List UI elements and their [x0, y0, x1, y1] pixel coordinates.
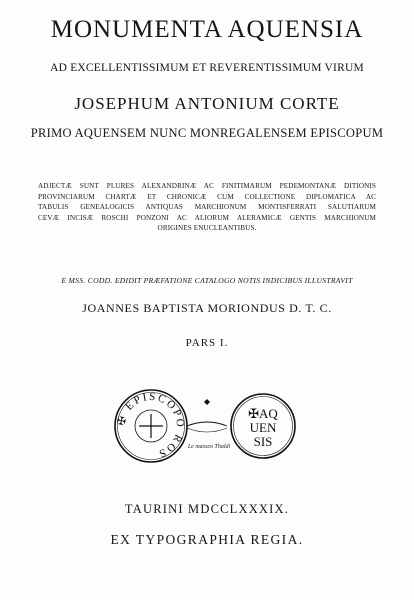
imprint-press: EX TYPOGRAPHIA REGIA.	[110, 532, 304, 547]
dedicatee-office: PRIMO AQUENSEM NUNC MONREGALENSEM EPISCOPUM	[30, 126, 384, 140]
seals-vignette	[113, 384, 301, 468]
editor-name: JOANNES BAPTISTA MORIONDUS D. T. C.	[82, 301, 332, 315]
contents-line: ORIGINES ENUCLEANTIBUS.	[157, 224, 257, 232]
left-seal-inscription: ✠ EPISCOPO ROS	[115, 390, 187, 461]
contents-line: PROVINCIARUM CHARTÆ ET CHRONICÆ CUM COLLECTIONE DIPLOMATICA AC	[38, 192, 376, 201]
contents-line: TABULIS GENEALOGICIS ANTIQUAS MARCHIONUM MONTISFERRATI SALUTIARUM	[38, 203, 376, 211]
contents-line: ADJECTÆ SUNT PLURES ALEXANDRINÆ AC FINITIMARUM PEDEMONTANÆ DITIONIS	[38, 182, 376, 190]
right-seal-line: ✠AQ	[248, 406, 278, 421]
episcopal-seal-left	[115, 390, 187, 462]
editorial-note: E MSS. CODD. EDIDIT PRÆFATIONE CATALOGO NOTIS INDICIBUS ILLUSTRAVIT	[61, 276, 353, 285]
dedicatee-name: JOSEPHUM ANTONIUM CORTE	[74, 94, 340, 113]
contents-line: CEVÆ INCISÆ ROSCHI PONZONI AC ALIORUM ALERAMICÆ GENTIS MARCHIONUM	[38, 213, 376, 222]
contents-description	[38, 181, 376, 234]
engraver-caption: Le masseo Thaldi	[187, 444, 231, 450]
imprint-place-year: TAURINI MDCCLXXXIX.	[124, 502, 290, 516]
book-title: MONUMENTA AQUENSIA	[50, 16, 364, 43]
right-seal-line: SIS	[253, 434, 273, 449]
part-number: PARS I.	[185, 337, 229, 349]
right-seal-line: UEN	[249, 420, 277, 435]
dedication-line: AD EXCELLENTISSIMUM ET REVERENTISSIMUM VIRUM	[50, 62, 364, 74]
chain-ornament	[187, 399, 227, 432]
